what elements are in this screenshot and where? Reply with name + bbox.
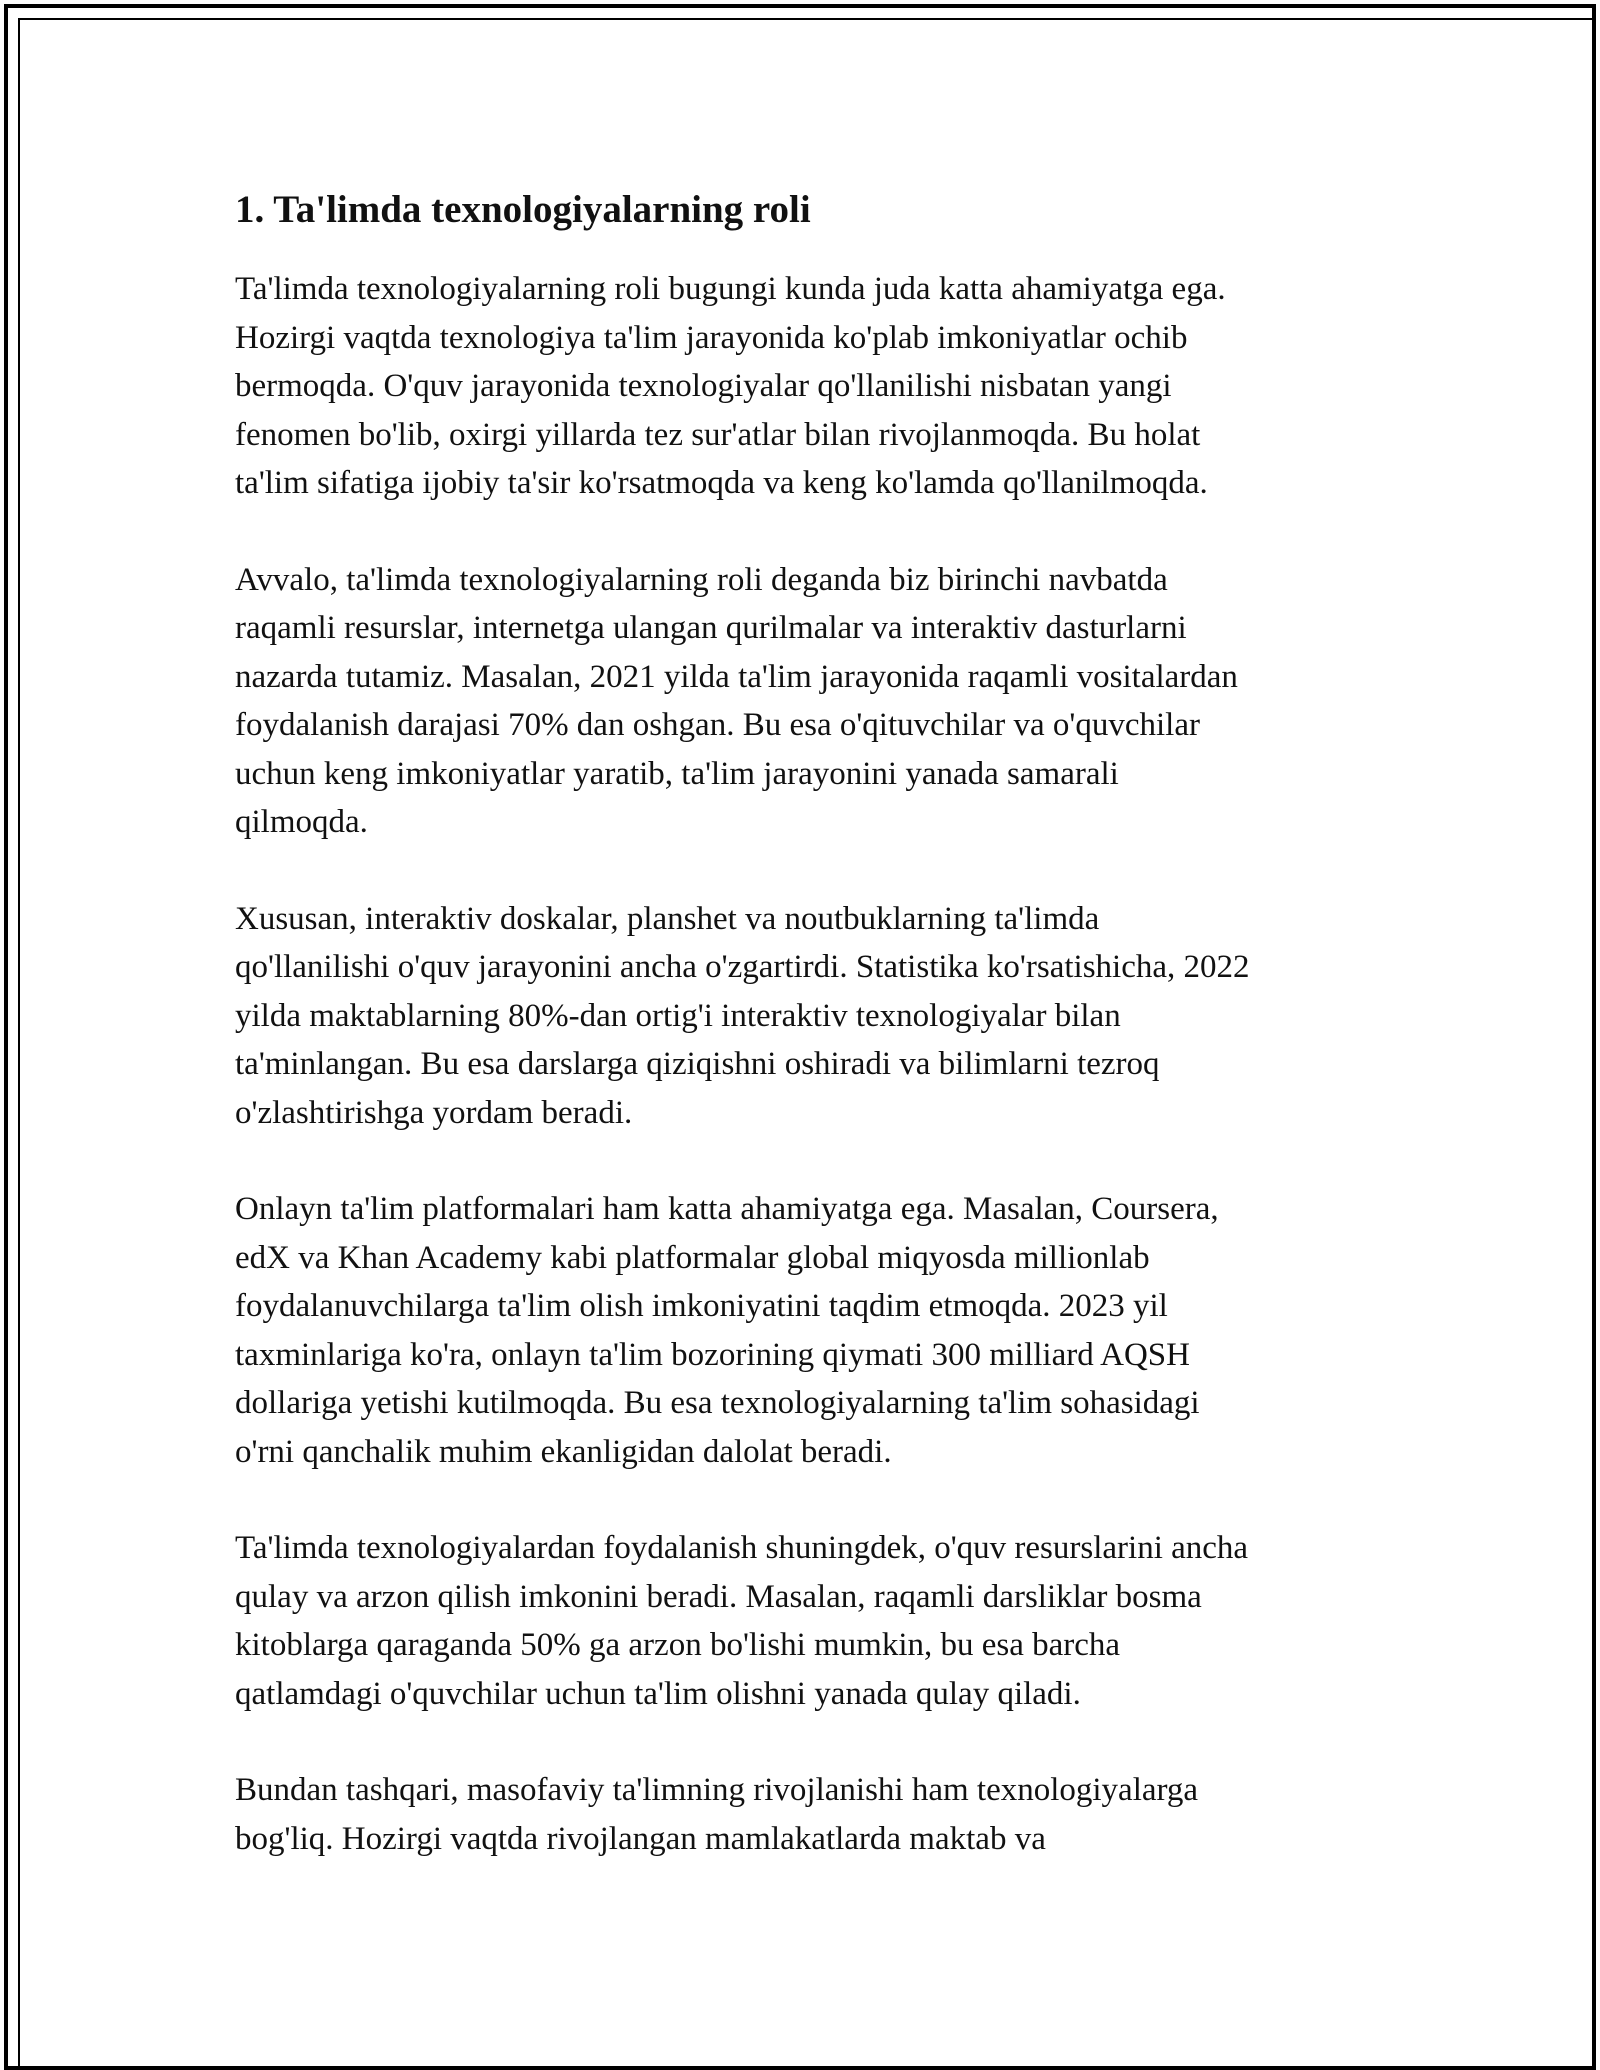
text-line: Bundan tashqari, masofaviy ta'limning rivojlanishi ham texnologiyalarga xyxy=(235,1772,1199,1808)
text-line: dollariga yetishi kutilmoqda. Bu esa texnologiyalarning ta'lim sohasidagi xyxy=(235,1385,1200,1421)
text-line: foydalanish darajasi 70% dan oshgan. Bu esa o'qituvchilar va o'quvchilar xyxy=(235,707,1200,743)
text-line: o'zlashtirishga yordam beradi. xyxy=(235,1094,633,1131)
text-line: Onlayn ta'lim platformalari ham katta ahamiyatga ega. Masalan, Coursera, xyxy=(235,1191,1219,1227)
text-line: fenomen bo'lib, oxirgi yillarda tez sur'atlar bilan rivojlanmoqda. Bu holat xyxy=(235,416,1201,453)
text-line: taxminlariga ko'ra, onlayn ta'lim bozorining qiymati 300 milliard AQSH xyxy=(235,1336,1190,1373)
paragraph-interactive-devices xyxy=(235,895,1380,1138)
text-line: o'rni qanchalik muhim ekanligidan dalolat beradi. xyxy=(235,1433,892,1470)
text-line: qo'llanilishi o'quv jarayonini ancha o'zgartirdi. Statistika ko'rsatishicha, 2022 xyxy=(235,949,1250,985)
text-line: kitoblarga qaraganda 50% ga arzon bo'lishi mumkin, bu esa barcha xyxy=(235,1627,1121,1663)
text-line: bermoqda. O'quv jarayonida texnologiyalar qo'llanilishi nisbatan yangi xyxy=(235,368,1172,404)
text-line: qilmoqda. xyxy=(235,804,368,840)
text-line: Ta'limda texnologiyalarning roli bugungi kunda juda katta ahamiyatga ega. xyxy=(235,271,1226,307)
text-line: bog'liq. Hozirgi vaqtda rivojlangan mamlakatlarda maktab va xyxy=(235,1820,1046,1857)
document-body xyxy=(235,185,1380,1911)
section-heading: 1. Ta'limda texnologiyalarning roli xyxy=(235,188,811,231)
paragraph-online-platforms xyxy=(235,1185,1380,1476)
paragraph-digital-resources xyxy=(235,556,1380,847)
text-line: ta'lim sifatiga ijobiy ta'sir ko'rsatmoqda va keng ko'lamda qo'llanilmoqda. xyxy=(235,465,1208,501)
text-line: Xususan, interaktiv doskalar, planshet va noutbuklarning ta'limda xyxy=(235,900,1100,937)
text-line: qatlamdagi o'quvchilar uchun ta'lim olishni yanada qulay qiladi. xyxy=(235,1675,1081,1712)
text-line: qulay va arzon qilish imkonini beradi. Masalan, raqamli darsliklar bosma xyxy=(235,1578,1202,1615)
text-line: foydalanuvchilarga ta'lim olish imkoniyatini taqdim etmoqda. 2023 yil xyxy=(235,1288,1168,1324)
text-line: Ta'limda texnologiyalardan foydalanish shuningdek, o'quv resurslarini ancha xyxy=(235,1530,1249,1566)
text-line: uchun keng imkoniyatlar yaratib, ta'lim jarayonini yanada samarali xyxy=(235,755,1119,792)
text-line: nazarda tutamiz. Masalan, 2021 yilda ta'lim jarayonida raqamli vositalardan xyxy=(235,658,1238,695)
text-line: raqamli resurslar, internetga ulangan qurilmalar va interaktiv dasturlarni xyxy=(235,610,1187,646)
text-line: yilda maktablarning 80%-dan ortig'i interaktiv texnologiyalar bilan xyxy=(235,997,1121,1034)
paragraph-distance-learning xyxy=(235,1766,1380,1863)
text-line: Avvalo, ta'limda texnologiyalarning roli deganda biz birinchi navbatda xyxy=(235,561,1168,598)
paragraph-intro xyxy=(235,265,1380,508)
paragraph-affordable-resources xyxy=(235,1524,1380,1718)
text-line: Hozirgi vaqtda texnologiya ta'lim jarayonida ko'plab imkoniyatlar ochib xyxy=(235,319,1188,356)
text-line: ta'minlangan. Bu esa darslarga qiziqishni oshiradi va bilimlarni tezroq xyxy=(235,1046,1160,1082)
text-line: edX va Khan Academy kabi platformalar global miqyosda millionlab xyxy=(235,1239,1150,1276)
